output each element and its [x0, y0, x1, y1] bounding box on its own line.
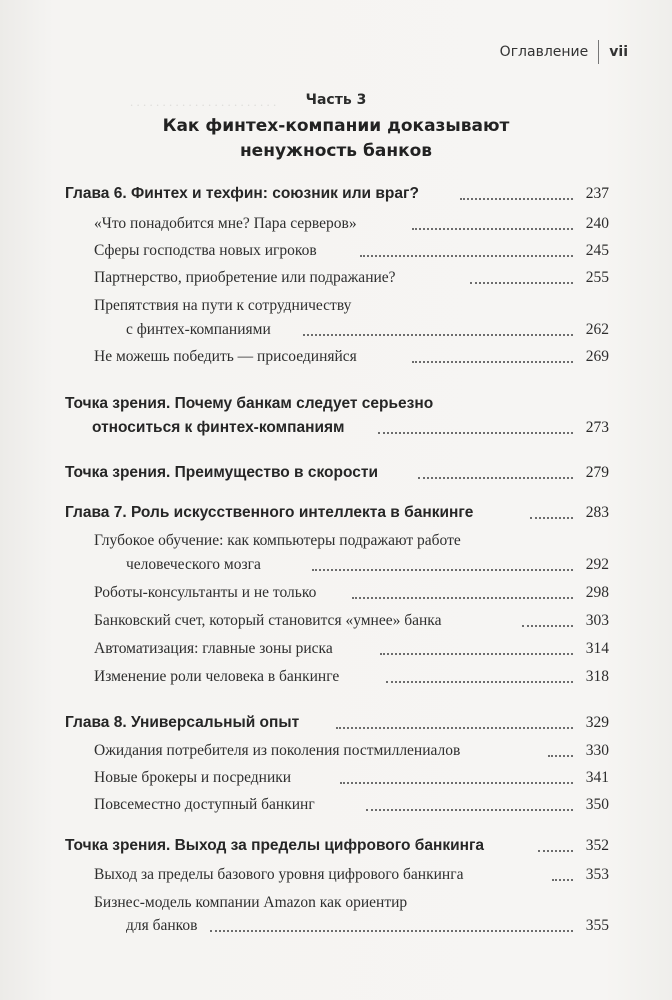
part-label: Часть 3 — [305, 92, 367, 108]
toc-chapter-6[interactable] — [0, 181, 672, 203]
toc-page: 269 — [585, 348, 609, 365]
toc-page: 273 — [585, 419, 609, 436]
toc-page: 279 — [585, 464, 609, 481]
toc-chapter-7[interactable] — [0, 500, 672, 522]
toc-page: 283 — [585, 504, 609, 521]
dot-leader — [210, 930, 573, 932]
toc-title: Точка зрения. Выход за пределы цифрового банкинга — [65, 837, 485, 854]
toc-section[interactable] — [0, 792, 672, 814]
toc-viewpoint[interactable] — [0, 833, 672, 855]
toc-page: 255 — [585, 269, 609, 286]
toc-section[interactable] — [0, 608, 672, 630]
dot-leader — [360, 255, 573, 257]
toc-title: «Что понадобится мне? Пара серверов» — [94, 215, 357, 232]
toc-section[interactable] — [0, 862, 672, 884]
dot-leader — [530, 517, 573, 519]
toc-title: Глава 7. Роль искусственного интеллекта в банкинге — [65, 504, 474, 521]
dot-leader — [366, 809, 573, 811]
toc-title: Партнерство, приобретение или подражание? — [94, 269, 396, 286]
toc-section[interactable] — [0, 664, 672, 686]
toc-title: Глава 8. Универсальный опыт — [65, 714, 300, 731]
toc-title: Роботы-консультанты и не только — [94, 584, 317, 601]
dot-leader — [412, 228, 573, 230]
toc-viewpoint[interactable] — [0, 460, 672, 482]
toc-page: 237 — [585, 185, 609, 202]
toc-title: Сферы господства новых игроков — [94, 242, 317, 259]
toc-section[interactable] — [0, 238, 672, 260]
running-head — [500, 40, 628, 64]
toc-page: 329 — [585, 714, 609, 731]
dot-leader — [336, 727, 573, 729]
dot-leader — [522, 625, 573, 627]
toc-chapter-8[interactable] — [0, 710, 672, 732]
dot-leader — [552, 879, 573, 881]
toc-page: 350 — [585, 796, 609, 813]
toc-page: 330 — [585, 742, 609, 759]
toc-page: 292 — [585, 556, 609, 573]
toc-title: Автоматизация: главные зоны риска — [94, 640, 333, 657]
toc-title: Точка зрения. Преимущество в скорости — [65, 464, 378, 481]
dot-leader — [470, 282, 573, 284]
toc-section[interactable] — [0, 636, 672, 658]
toc-page: 341 — [585, 769, 609, 786]
toc-title-continuation: относиться к финтех-компаниям — [92, 419, 345, 436]
toc-title: Выход за пределы базового уровня цифрового банкинга — [94, 866, 464, 883]
toc-section[interactable] — [0, 265, 672, 287]
running-head-divider — [598, 40, 599, 64]
toc-title: Точка зрения. Почему банкам следует серьезно — [65, 395, 434, 412]
toc-page: 314 — [585, 640, 609, 657]
toc-title: Повсеместно доступный банкинг — [94, 796, 315, 813]
toc-page: 245 — [585, 242, 609, 259]
toc-title: Не можешь победить — присоединяйся — [94, 348, 357, 365]
toc-title: Глава 6. Финтех и техфин: союзник или враг? — [65, 185, 419, 202]
toc-title-continuation: человеческого мозга — [126, 556, 261, 573]
toc-page: 262 — [585, 321, 609, 338]
toc-section-line-1[interactable] — [0, 890, 672, 912]
toc-title: Глубокое обучение: как компьютеры подражают работе — [94, 532, 461, 549]
dot-leader — [352, 597, 573, 599]
toc-page: 355 — [585, 917, 609, 934]
toc-section[interactable] — [0, 317, 672, 339]
toc-title: Новые брокеры и посредники — [94, 769, 292, 786]
toc-title-continuation: с финтех-компаниями — [126, 321, 271, 338]
page-number: vii — [609, 44, 628, 60]
dot-leader — [548, 755, 573, 757]
dot-leader — [538, 850, 573, 852]
toc-page: 353 — [585, 866, 609, 883]
toc-section[interactable] — [0, 211, 672, 233]
dot-leader — [386, 681, 573, 683]
toc-title-continuation: для банков — [126, 917, 198, 934]
part-title-line-2: ненужность банков — [239, 141, 433, 161]
dot-leader — [303, 334, 573, 336]
toc-section[interactable] — [0, 344, 672, 366]
toc-title: Бизнес-модель компании Amazon как ориентир — [94, 894, 408, 911]
toc-page: 303 — [585, 612, 609, 629]
dot-leader — [460, 198, 573, 200]
toc-page: 318 — [585, 668, 609, 685]
toc-title: Банковский счет, который становится «умнее» банка — [94, 612, 442, 629]
toc-section[interactable] — [0, 552, 672, 574]
dot-leader — [312, 569, 573, 571]
toc-page: 298 — [585, 584, 609, 601]
toc-section-line-1[interactable] — [0, 293, 672, 315]
toc-title: Ожидания потребителя из поколения постмиллениалов — [94, 742, 461, 759]
dot-leader — [340, 782, 573, 784]
toc-page: 352 — [585, 837, 609, 854]
part-title-line-1: Как финтех-компании доказывают — [162, 116, 510, 136]
dot-leader — [380, 653, 573, 655]
toc-title: Препятствия на пути к сотрудничеству — [94, 297, 352, 314]
toc-section[interactable] — [0, 738, 672, 760]
dot-leader — [412, 361, 573, 363]
toc-viewpoint[interactable] — [0, 415, 672, 437]
toc-section[interactable] — [0, 765, 672, 787]
running-head-section: Оглавление — [499, 44, 589, 60]
toc-section[interactable] — [0, 580, 672, 602]
dot-leader — [418, 477, 573, 479]
toc-viewpoint-line-1[interactable] — [0, 391, 672, 413]
part-title — [80, 114, 592, 164]
toc-title: Изменение роли человека в банкинге — [94, 668, 340, 685]
bleed-through-text: . . . . . . . . . . . . . . . . . . . . . . . — [130, 94, 277, 109]
toc-page: 240 — [585, 215, 609, 232]
toc-section-line-1[interactable] — [0, 528, 672, 550]
toc-section[interactable] — [0, 913, 672, 935]
dot-leader — [378, 432, 573, 434]
